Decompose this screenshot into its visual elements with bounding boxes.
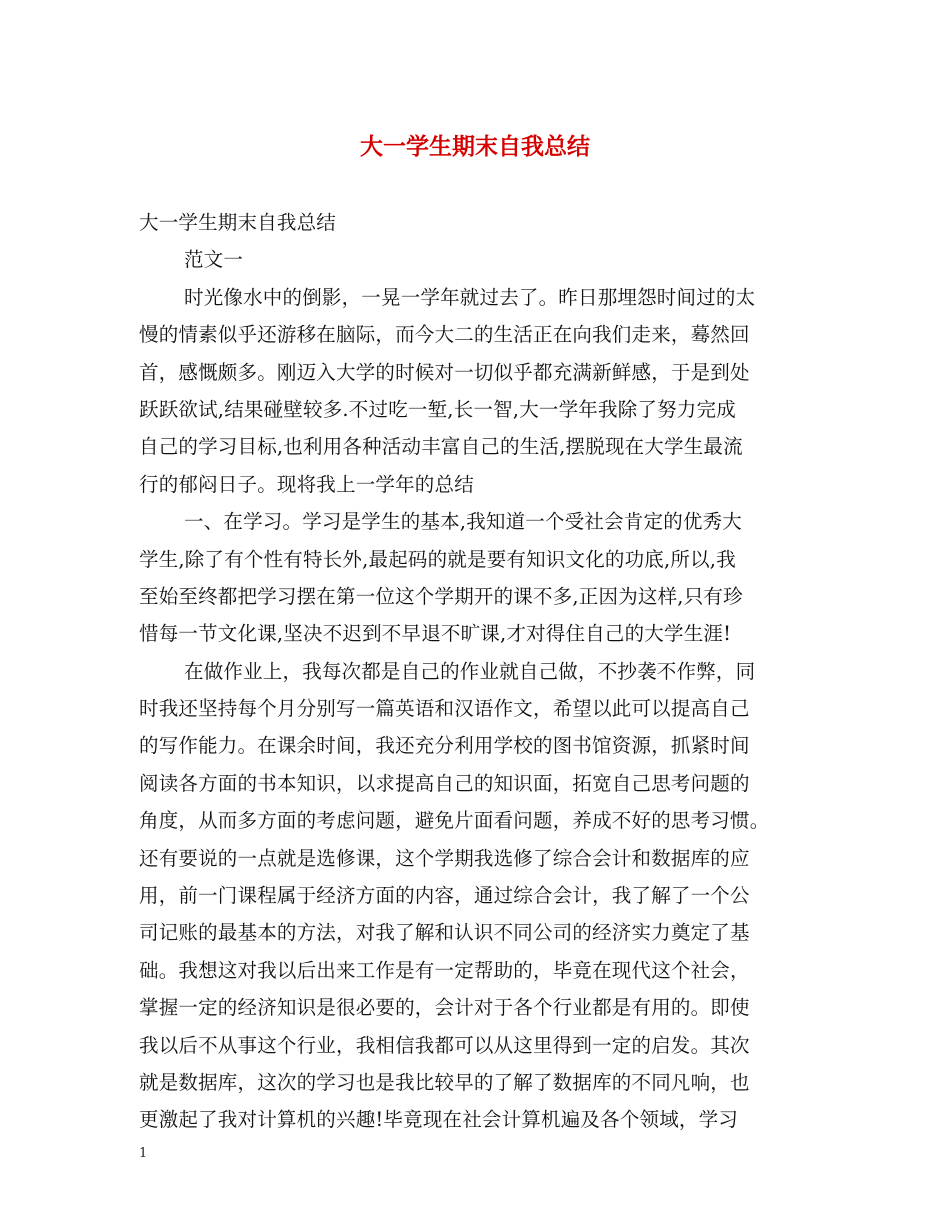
body-line: 更激起了我对计算机的兴趣!毕竟现在社会计算机遍及各个领域，学习: [139, 1108, 739, 1132]
body-line: 司记账的最基本的方法，对我了解和认识不同公司的经济实力奠定了基: [139, 921, 750, 945]
body-line: 时我还坚持每个月分别写一篇英语和汉语作文，希望以此可以提高自己: [139, 697, 750, 721]
body-line: 用，前一门课程属于经济方面的内容，通过综合会计，我了解了一个公: [139, 884, 750, 908]
body-line: 范文一: [184, 248, 244, 272]
body-line: 行的郁闷日子。现将我上一学年的总结: [139, 472, 474, 496]
body-line: 至始至终都把学习摆在第一位这个学期开的课不多,正因为这样,只有珍: [139, 584, 743, 608]
page-number: 1: [139, 1146, 148, 1161]
body-line: 自己的学习目标,也利用各种活动丰富自己的生活,摆脱现在大学生最流: [139, 435, 743, 459]
body-line: 大一学生期末自我总结: [139, 211, 337, 234]
body-line: 础。我想这对我以后出来工作是有一定帮助的，毕竟在现代这个社会，: [139, 958, 750, 982]
body-line: 我以后不从事这个行业，我相信我都可以从这里得到一定的启发。其次: [139, 1033, 750, 1057]
body-line: 阅读各方面的书本知识，以求提高自己的知识面，拓宽自己思考问题的: [139, 771, 750, 795]
body-line: 一、在学习。学习是学生的基本,我知道一个受社会肯定的优秀大: [184, 510, 742, 534]
body-line: 的写作能力。在课余时间，我还充分利用学校的图书馆资源，抓紧时间: [139, 734, 750, 758]
body-line: 时光像水中的倒影，一晃一学年就过去了。昨日那埋怨时间过的太: [184, 285, 756, 309]
body-line: 慢的情素似乎还游移在脑际，而今大二的生活正在向我们走来，蓦然回: [139, 323, 750, 347]
body-line: 就是数据库，这次的学习也是我比较早的了解了数据库的不同凡响，也: [139, 1070, 750, 1094]
body-line: 角度，从而多方面的考虑问题，避免片面看问题，养成不好的思考习惯。: [139, 809, 770, 833]
body-line: 首，感慨颇多。刚迈入大学的时候对一切似乎都充满新鲜感，于是到处: [139, 360, 750, 384]
body-line: 掌握一定的经济知识是很必要的，会计对于各个行业都是有用的。即使: [139, 996, 750, 1020]
body-line: 惜每一节文化课,坚决不迟到不早退不旷课,才对得住自己的大学生涯!: [139, 622, 732, 646]
document-body: [139, 204, 822, 1139]
document-title: 大一学生期末自我总结: [360, 134, 590, 160]
body-line: 在做作业上，我每次都是自己的作业就自己做，不抄袭不作弊，同: [184, 659, 756, 683]
body-line: 跃跃欲试,结果碰壁较多.不过吃一堑,长一智,大一学年我除了努力完成: [139, 397, 736, 421]
body-line: 还有要说的一点就是选修课，这个学期我选修了综合会计和数据库的应: [139, 846, 750, 870]
body-line: 学生,除了有个性有特长外,最起码的就是要有知识文化的功底,所以,我: [139, 547, 736, 571]
